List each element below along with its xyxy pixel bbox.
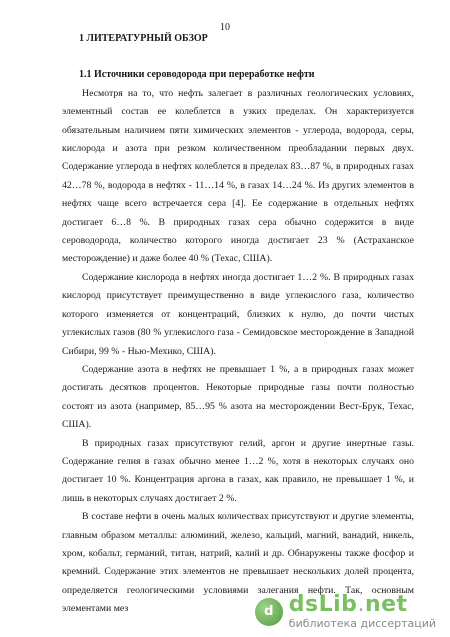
watermark-brand-tld: net bbox=[364, 592, 408, 617]
paragraph: В составе нефти в очень малых количествах присутствуют и другие элементы, главным образом металлы: алюминий, железо, кальций, магний, ванадий, никель, хром, кобальт, германий, титан, натрий, калий и др. Обнаружены также фосфор и кремний. Содержание этих элементов не превышает нескольких долей процента, определяется геологическими условиями залегания нефти. Так, основным элементами мез bbox=[62, 511, 414, 615]
paragraph: Несмотря на то, что нефть залегает в различных геологических условиях, элементный состав ее колеблется в узких пределах. Он характеризуется обязательным наличием пяти химических элементов - углерода, водорода, серы, кислорода и азота при резком количественном преобладании первых двух. Содержание углерода в нефтях колеблется в пределах 83…87 %, в природных газах 42…78 %, водорода в нефтях - 11…14 %, в газах 14…24 %. Из других элементов в нефтях чаще всего встречается сера [4]. Ее содержание в отдельных нефтях достигает 6…8 %. В природных газах сера обычно содержится в виде сероводорода, количество которого иногда достигает 23 % (Астраханское месторождение) и даже более 40 % (Техас, США). bbox=[62, 87, 414, 265]
page-number: 10 bbox=[220, 22, 230, 33]
watermark-brand-main: dsLib bbox=[288, 592, 358, 617]
dslib-logo-icon: d bbox=[255, 598, 283, 626]
dslib-watermark[interactable] bbox=[255, 594, 436, 629]
paragraph: В природных газах присутствуют гелий, аргон и другие инертные газы. Содержание гелия в газах обычно менее 1…2 %, хотя в некоторых случаях оно достигает 10 %. Концентрация аргона в газах, как правило, не превышает 1 %, и лишь в некоторых случаях достигает 2 %. bbox=[62, 437, 414, 504]
watermark-subtitle: библиотека диссертаций bbox=[288, 617, 436, 630]
document-body bbox=[62, 30, 414, 619]
paragraph: Содержание азота в нефтях не превышает 1 %, а в природных газах может достигать десятков процентов. Некоторые природные газы почти полностью состоят из азота (например, 85…95 % азота на месторождении Вест-Брук, Техас, США). bbox=[62, 363, 414, 431]
chapter-heading: 1 ЛИТЕРАТУРНЫЙ ОБЗОР bbox=[79, 33, 208, 44]
watermark-brand-dot: . bbox=[357, 592, 365, 617]
paragraph: Содержание кислорода в нефтях иногда достигает 1…2 %. В природных газах кислород присутствует преимущественно в виде углекислого газа, количество которого изменяется от концентраций, близких к нулю, до почти чистых углекислых газов (80 % углекислого газа - Семидовское месторождение в Западной Сибири, 99 % - Нью-Мехико, США). bbox=[62, 271, 414, 357]
watermark-brand bbox=[289, 594, 436, 616]
section-heading: 1.1 Источники сероводорода при переработке нефти bbox=[79, 69, 315, 81]
